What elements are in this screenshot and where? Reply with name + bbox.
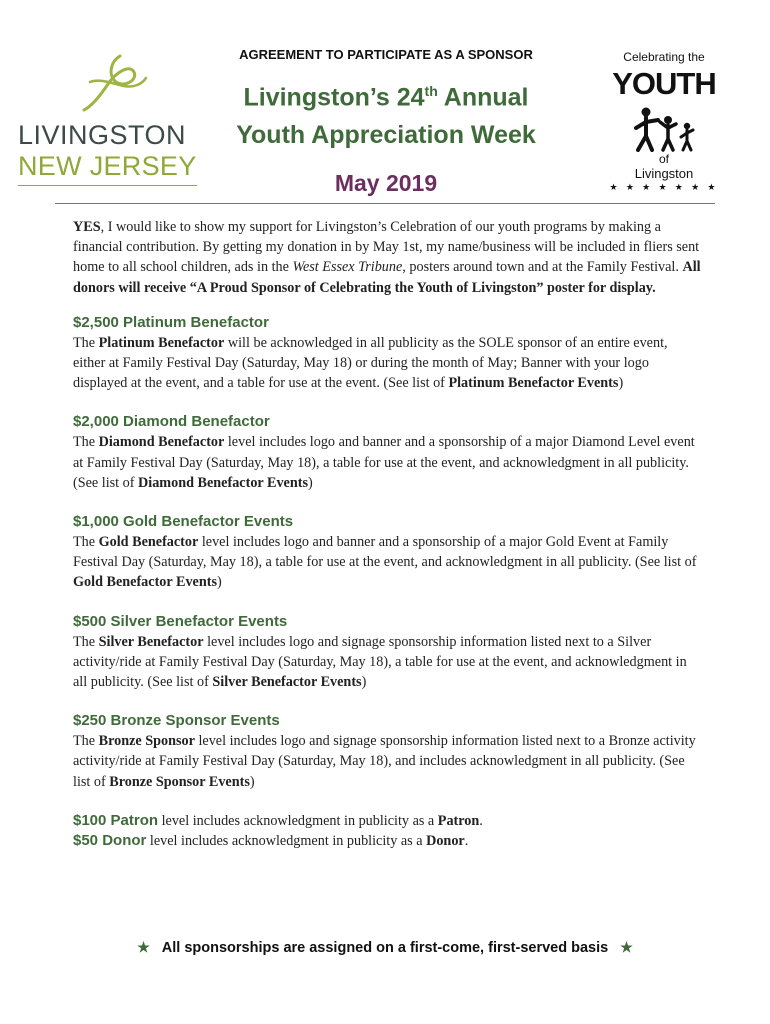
intro-paragraph: YES, I would like to show my support for Livingston’s Celebration of our youth programs by making a financial contribution. By getting my donation in by May 1st, my name/business will be included in fliers sent home to all school children, ads in the West Essex Tribune, posters around town and at the Family Festival. All donors will receive “A Proud Sponsor of Celebrating the Youth of Livingston” poster for display. — [73, 219, 701, 296]
agreement-heading: AGREEMENT TO PARTICIPATE AS A SPONSOR — [239, 47, 533, 62]
section-heading: $250 Bronze Sponsor Events — [73, 712, 280, 730]
swirl-icon — [80, 52, 150, 114]
page-title-line2: Youth Appreciation Week — [236, 121, 536, 149]
section-text: The Bronze Sponsor level includes logo and signage sponsorship information listed next to a Bronze activity activity/ride at Family Festival Day (Saturday, May 18), and includes acknowledgment in all publicity. (See list of Bronze Sponsor Events) — [73, 733, 696, 790]
logo-celebrating-text: Celebrating the — [623, 50, 705, 64]
section-gold — [73, 512, 703, 593]
donor-level: $50 Donor level includes acknowledgment in publicity as a Donor. — [73, 832, 469, 850]
logo-of-text: of — [658, 152, 669, 166]
logo-text-livingston: LIVINGSTON — [18, 120, 187, 150]
header-divider — [55, 203, 715, 204]
document-body — [73, 217, 703, 851]
section-heading: $2,000 Diamond Benefactor — [73, 413, 270, 431]
celebrating-youth-logo — [608, 48, 720, 198]
children-silhouette-icon — [632, 106, 698, 152]
section-heading: $2,500 Platinum Benefactor — [73, 313, 269, 331]
section-platinum — [73, 313, 703, 394]
logo-text-new-jersey: NEW JERSEY — [18, 151, 197, 186]
section-heading: $500 Silver Benefactor Events — [73, 612, 288, 630]
section-text: The Gold Benefactor level includes logo and banner and a sponsorship of a major Gold Event at Family Festival Day (Saturday, May 18), a table for use at the event, and acknowledgment in all publicity. (See list of Gold Benefactor Events) — [73, 534, 697, 591]
star-icon: ★ — [137, 939, 150, 955]
logo-livingston-text: Livingston — [634, 166, 694, 181]
section-text: The Platinum Benefactor will be acknowledged in all publicity as the SOLE sponsor of an entire event, either at Family Festival Day (Saturday, May 18) or during the month of May; Banner with your logo displayed at the event, and a table for use at the event. (See list of Platinum Benefactor Events) — [73, 334, 668, 392]
section-bronze — [73, 711, 703, 792]
section-heading: $1,000 Gold Benefactor Events — [73, 513, 294, 531]
logo-youth-text: YOUTH — [612, 66, 716, 101]
footer-note — [0, 939, 770, 956]
star-icon: ★ — [620, 939, 633, 955]
footer-text: All sponsorships are assigned on a first-come, first-served basis — [161, 940, 609, 956]
event-date: May 2019 — [334, 170, 438, 196]
logo-stars: ★ ★ ★ ★ ★ ★ ★ — [609, 182, 719, 192]
page-title-line1: Livingston’s 24th Annual — [243, 83, 529, 112]
patron-level: $100 Patron level includes acknowledgment in publicity as a Patron. — [73, 811, 483, 829]
section-silver — [73, 612, 703, 693]
section-text: The Silver Benefactor level includes logo and signage sponsorship information listed next to a Silver activity/ride at Family Festival Day (Saturday, May 18), a table for use at the event, and acknowledgment in all publicity. (See list of Silver Benefactor Events) — [73, 633, 687, 691]
section-text: The Diamond Benefactor level includes logo and banner and a sponsorship of a major Diamond Level event at Family Festival Day (Saturday, May 18), a table for use at the event, and acknowledgment in all publicity. (See list of Diamond Benefactor Events) — [73, 434, 695, 491]
livingston-logo — [18, 52, 200, 192]
section-diamond — [73, 412, 703, 493]
